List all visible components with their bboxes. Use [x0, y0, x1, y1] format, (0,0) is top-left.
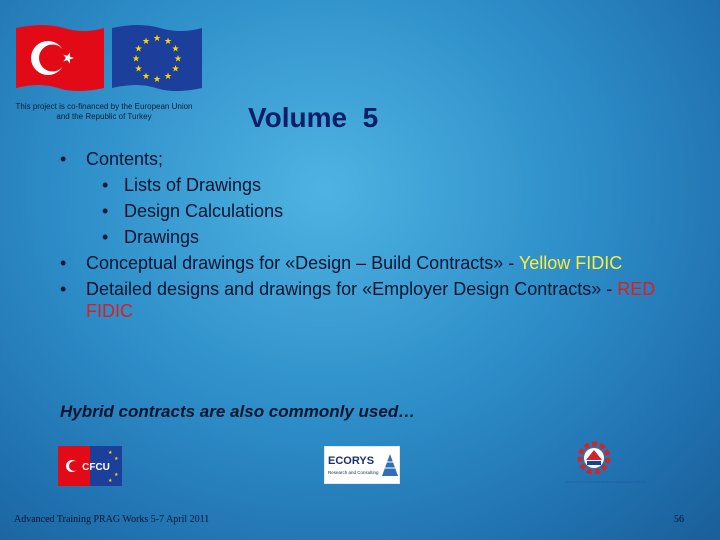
list-item-text: Conceptual drawings for «Design – Build Contracts» - — [86, 253, 519, 273]
bullet-list — [60, 148, 680, 326]
bullet-icon: • — [60, 279, 67, 299]
svg-text:★: ★ — [152, 75, 162, 85]
cfcu-logo-icon — [58, 446, 122, 486]
slide-title: Volume 5 — [248, 102, 379, 133]
bullet-icon: • — [102, 175, 109, 195]
svg-text:★: ★ — [141, 72, 151, 82]
cofinance-caption — [14, 102, 194, 122]
svg-text:★: ★ — [134, 64, 143, 75]
list-item — [60, 278, 680, 322]
svg-text:★: ★ — [171, 44, 180, 55]
red-fidic-label: RED FIDIC — [86, 279, 656, 321]
list-item — [102, 226, 680, 248]
turkey-flag-icon — [14, 22, 106, 94]
svg-text:★: ★ — [152, 34, 162, 44]
svg-text:★: ★ — [114, 472, 119, 478]
bullet-icon: • — [60, 253, 67, 273]
yellow-fidic-label: Yellow FIDIC — [518, 253, 623, 273]
svg-text:★: ★ — [163, 72, 173, 82]
gear-logo-icon — [566, 436, 646, 488]
flags — [14, 22, 194, 94]
caption-line-2: and the Republic of Turkey — [56, 112, 152, 121]
bullet-icon: • — [102, 227, 109, 247]
bullet-icon: • — [102, 201, 109, 221]
list-item-text: Drawings — [124, 227, 200, 247]
svg-text:★: ★ — [114, 456, 119, 462]
svg-text:★: ★ — [173, 54, 183, 65]
list-item — [102, 174, 680, 196]
eu-flag-icon — [110, 22, 204, 94]
svg-text:★: ★ — [163, 37, 173, 47]
hybrid-note: Hybrid contracts are also commonly used… — [60, 402, 416, 421]
list-item-text: Contents; — [86, 149, 164, 169]
svg-text:★: ★ — [131, 54, 141, 65]
list-item — [60, 252, 680, 274]
footer-text: Advanced Training PRAG Works 5-7 April 2011 — [14, 514, 210, 525]
ecorys-logo-icon — [324, 446, 400, 484]
bullet-icon: • — [60, 149, 67, 169]
list-item-text: Design Calculations — [124, 201, 284, 221]
caption-line-1: This project is co-financed by the European Union — [15, 102, 193, 111]
list-item-text: Detailed designs and drawings for «Employer Design Contracts» - — [86, 279, 618, 299]
page-number: 56 — [674, 514, 684, 525]
svg-text:ECORYS: ECORYS — [328, 455, 375, 467]
list-item — [60, 148, 680, 170]
svg-text:★: ★ — [171, 64, 180, 75]
svg-text:★: ★ — [134, 44, 143, 55]
svg-text:★: ★ — [141, 37, 151, 47]
svg-text:★: ★ — [108, 478, 113, 484]
list-item-text: Lists of Drawings — [124, 175, 262, 195]
list-item — [102, 200, 680, 222]
svg-text:★: ★ — [108, 450, 113, 456]
svg-text:CFCU: CFCU — [82, 462, 110, 473]
svg-text:Research and Consulting: Research and Consulting — [328, 470, 379, 475]
